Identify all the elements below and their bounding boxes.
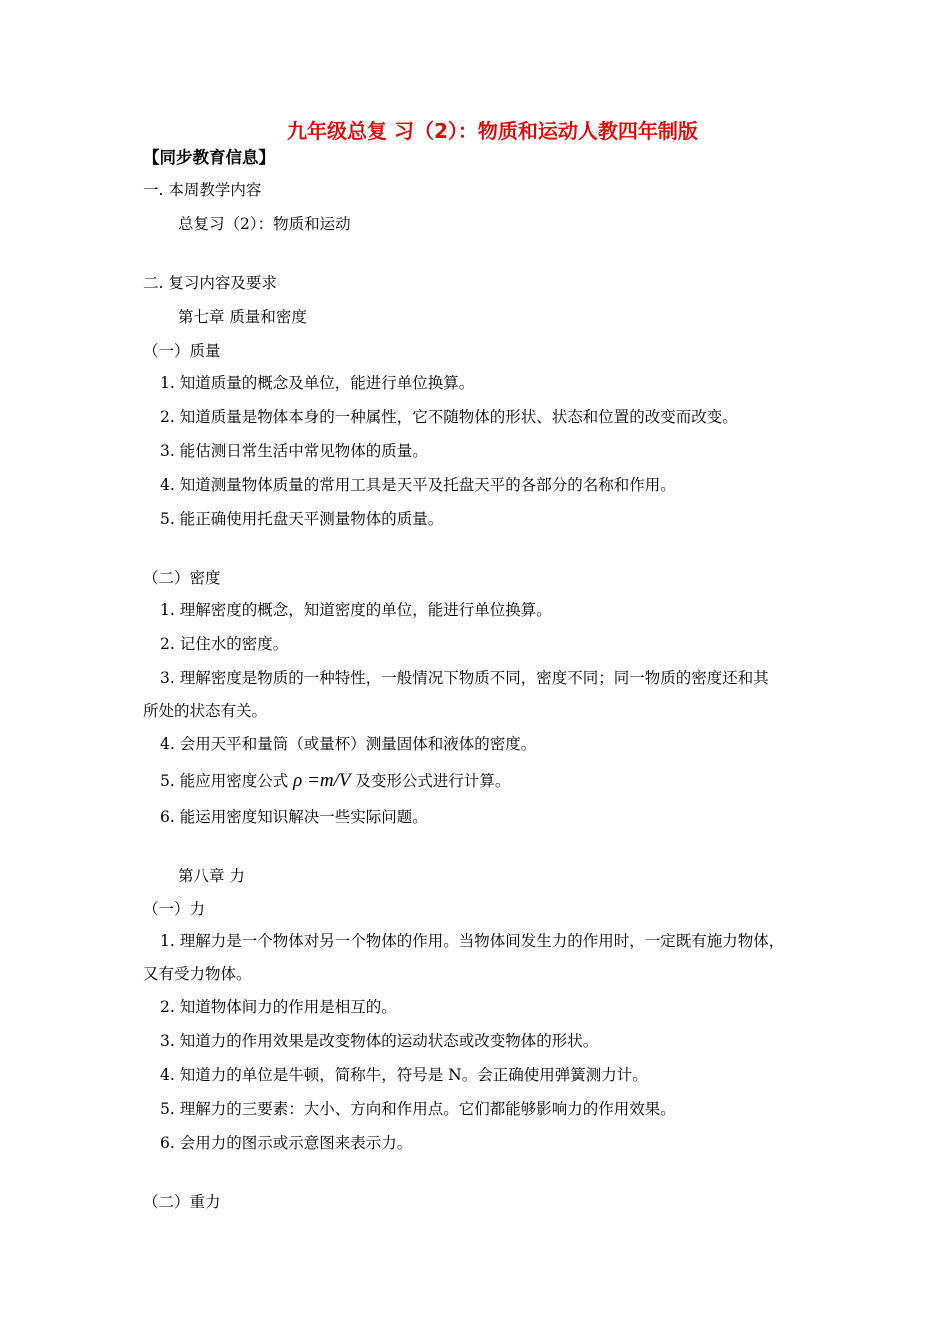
list-item: 1. 理解力是一个物体对另一个物体的作用。当物体间发生力的作用时，一定既有施力物体， bbox=[160, 932, 785, 950]
list-item: 4. 会用天平和量筒（或量杯）测量固体和液体的密度。 bbox=[160, 735, 537, 753]
subsection-mass-heading: （一）质量 bbox=[143, 342, 221, 360]
list-item: 2. 知道物体间力的作用是相互的。 bbox=[160, 998, 397, 1016]
list-item: 2. 记住水的密度。 bbox=[160, 635, 289, 653]
list-item: 1. 知道质量的概念及单位，能进行单位换算。 bbox=[160, 374, 475, 392]
list-item: 2. 知道质量是物体本身的一种属性，它不随物体的形状、状态和位置的改变而改变。 bbox=[160, 408, 738, 426]
document-title: 九年级总复 习（2）：物质和运动人教四年制版 bbox=[287, 119, 698, 143]
list-item: 4. 知道测量物体质量的常用工具是天平及托盘天平的各部分的名称和作用。 bbox=[160, 476, 676, 494]
section-header: 【同步教育信息】 bbox=[143, 148, 275, 167]
density-formula: ρ =m/V bbox=[293, 770, 351, 791]
list-item-text: 5. 能应用密度公式 bbox=[160, 772, 289, 790]
list-item-text: 及变形公式进行计算。 bbox=[355, 772, 511, 790]
subsection-gravity-heading: （二）重力 bbox=[143, 1193, 221, 1211]
list-item: 5. 能正确使用托盘天平测量物体的质量。 bbox=[160, 510, 444, 528]
list-item: 5. 理解力的三要素：大小、方向和作用点。它们都能够影响力的作用效果。 bbox=[160, 1100, 676, 1118]
list-item bbox=[160, 771, 510, 791]
list-item-continuation: 又有受力物体。 bbox=[143, 965, 252, 983]
list-item: 3. 能估测日常生活中常见物体的质量。 bbox=[160, 442, 428, 460]
list-item: 6. 会用力的图示或示意图来表示力。 bbox=[160, 1134, 413, 1152]
list-item: 6. 能运用密度知识解决一些实际问题。 bbox=[160, 808, 428, 826]
list-item: 3. 理解密度是物质的一种特性，一般情况下物质不同，密度不同；同一物质的密度还和其 bbox=[160, 669, 769, 687]
list-item: 4. 知道力的单位是牛顿，简称牛，符号是 N。会正确使用弹簧测力计。 bbox=[160, 1066, 648, 1084]
list-item: 1. 理解密度的概念，知道密度的单位，能进行单位换算。 bbox=[160, 601, 552, 619]
section-heading-2: 二. 复习内容及要求 bbox=[143, 274, 277, 292]
section-heading-1: 一. 本周教学内容 bbox=[143, 181, 262, 199]
list-item: 3. 知道力的作用效果是改变物体的运动状态或改变物体的形状。 bbox=[160, 1032, 599, 1050]
subsection-density-heading: （二）密度 bbox=[143, 569, 221, 587]
chapter-8-heading: 第八章 力 bbox=[178, 867, 245, 885]
chapter-7-heading: 第七章 质量和密度 bbox=[178, 308, 307, 326]
subsection-force-heading: （一）力 bbox=[143, 900, 206, 918]
list-item-continuation: 所处的状态有关。 bbox=[143, 702, 268, 720]
section-1-content: 总复习（2）：物质和运动 bbox=[178, 215, 351, 233]
